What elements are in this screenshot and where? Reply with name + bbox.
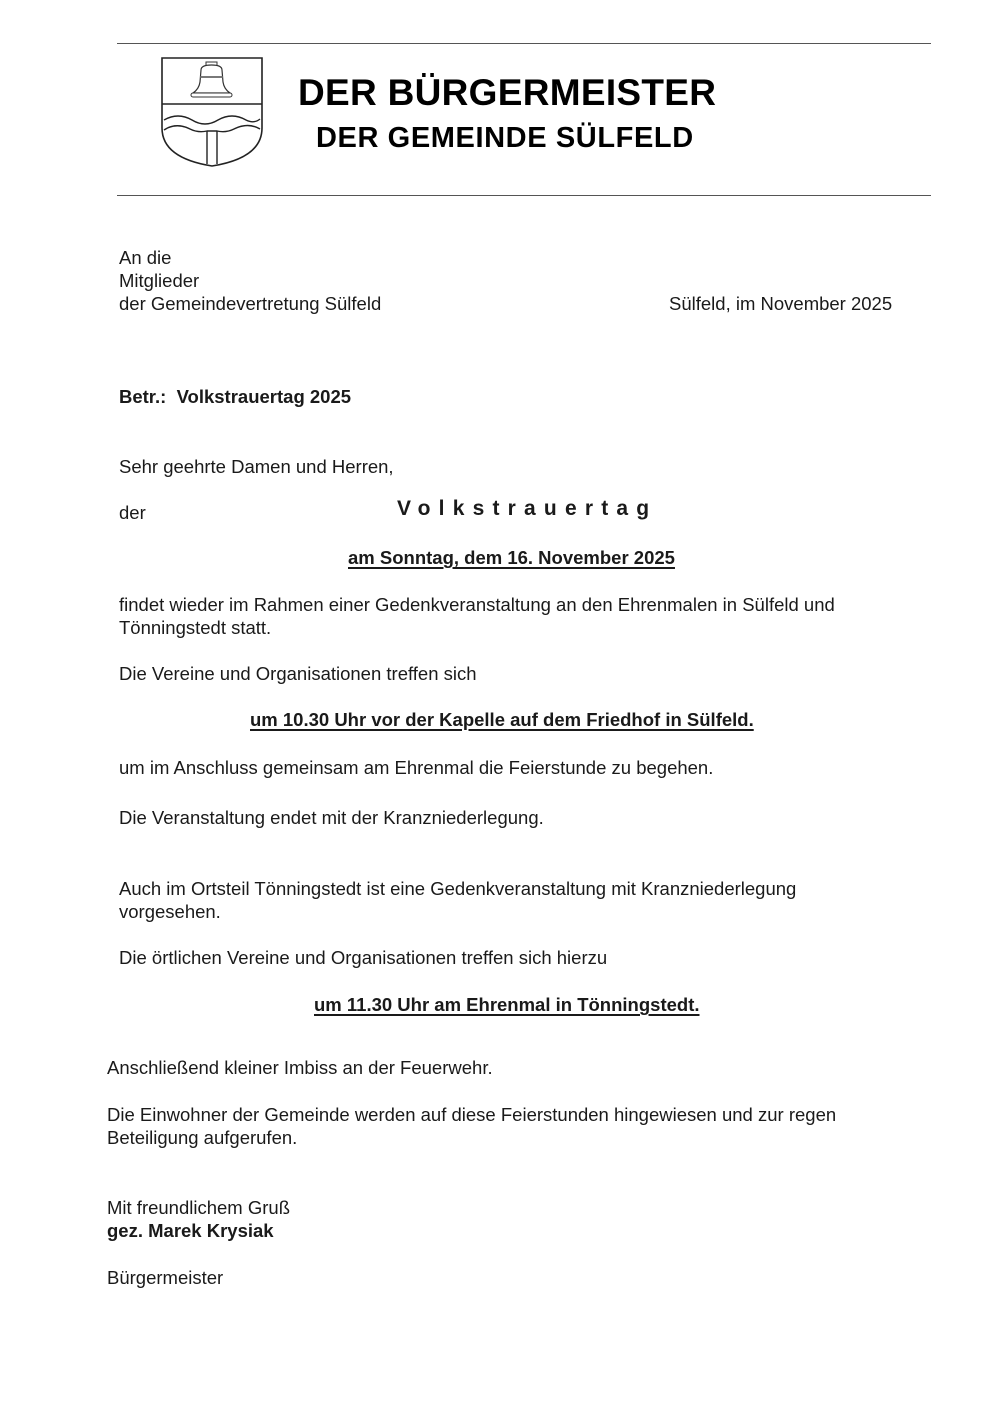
meeting-time-tonningstedt: um 11.30 Uhr am Ehrenmal in Tönningstedt. xyxy=(314,994,700,1015)
place-date: Sülfeld, im November 2025 xyxy=(669,293,893,314)
coat-of-arms-icon xyxy=(160,56,264,168)
meeting-time-sulfeld: um 10.30 Uhr vor der Kapelle auf dem Friedhof in Sülfeld. xyxy=(250,709,754,730)
header-bottom-rule xyxy=(117,195,931,196)
paragraph-1-line-1: findet wieder im Rahmen einer Gedenkveranstaltung an den Ehrenmalen in Sülfeld und xyxy=(119,594,835,615)
header-top-rule xyxy=(117,43,931,44)
recipient-line-3: der Gemeindevertretung Sülfeld xyxy=(119,293,382,314)
paragraph-6: Die örtlichen Vereine und Organisationen treffen sich hierzu xyxy=(119,947,608,968)
paragraph-7: Anschließend kleiner Imbiss an der Feuerwehr. xyxy=(107,1057,493,1078)
signature: gez. Marek Krysiak xyxy=(107,1220,274,1241)
letterhead-title: DER BÜRGERMEISTER xyxy=(298,72,717,113)
salutation: Sehr geehrte Damen und Herren, xyxy=(119,456,394,477)
closing-greeting: Mit freundlichem Gruß xyxy=(107,1197,290,1218)
paragraph-2: Die Vereine und Organisationen treffen sich xyxy=(119,663,477,684)
intro-word: der xyxy=(119,502,146,523)
paragraph-8-line-1: Die Einwohner der Gemeinde werden auf diese Feierstunden hingewiesen und zur regen xyxy=(107,1104,837,1125)
subject-line: Betr.: Volkstrauertag 2025 xyxy=(119,386,352,407)
letterhead-subtitle: DER GEMEINDE SÜLFELD xyxy=(316,122,694,154)
paragraph-8-line-2: Beteiligung aufgerufen. xyxy=(107,1127,298,1148)
paragraph-5-line-2: vorgesehen. xyxy=(119,901,221,922)
paragraph-5-line-1: Auch im Ortsteil Tönningstedt ist eine Gedenkveranstaltung mit Kranzniederlegung xyxy=(119,878,797,899)
recipient-line-1: An die xyxy=(119,247,172,268)
event-date: am Sonntag, dem 16. November 2025 xyxy=(348,547,675,568)
event-name: Volkstrauertag xyxy=(397,497,658,520)
recipient-line-2: Mitglieder xyxy=(119,270,200,291)
signatory-role: Bürgermeister xyxy=(107,1267,224,1288)
paragraph-4: Die Veranstaltung endet mit der Kranzniederlegung. xyxy=(119,807,544,828)
paragraph-1-line-2: Tönningstedt statt. xyxy=(119,617,272,638)
paragraph-3: um im Anschluss gemeinsam am Ehrenmal die Feierstunde zu begehen. xyxy=(119,757,714,778)
